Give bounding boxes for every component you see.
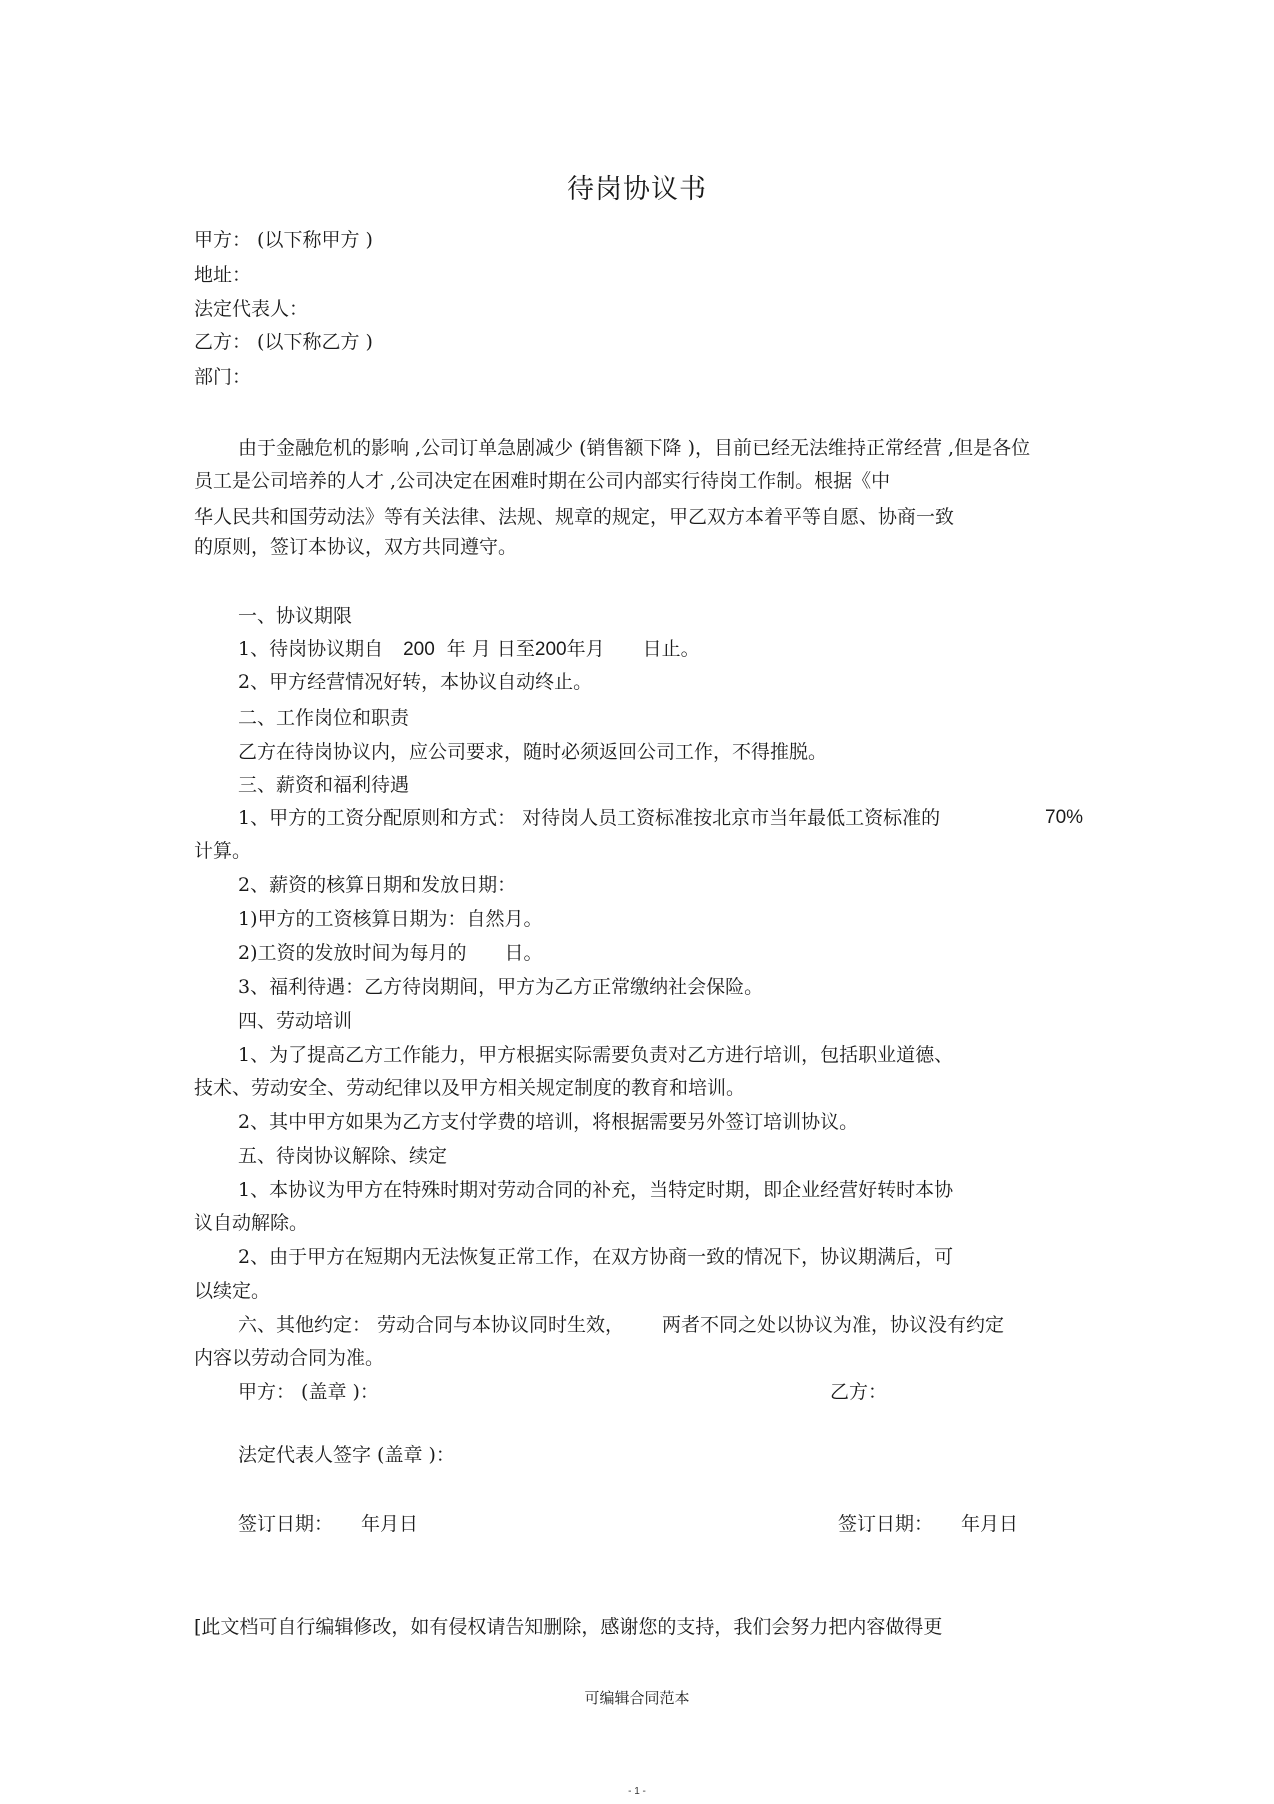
section-6-line-1 bbox=[238, 1313, 1004, 1337]
section-5-item-2-cont: 以续定。 bbox=[194, 1280, 271, 1302]
s1-item1-text-f: 日止。 bbox=[642, 638, 700, 660]
footer-label: 可编辑合同范本 bbox=[584, 1690, 690, 1707]
s1-item1-text-c: 年 月 日至 bbox=[446, 638, 535, 660]
section-5-item-1: 1、本协议为甲方在特殊时期对劳动合同的补充，当特定时期，即企业经营好转时本协 bbox=[238, 1179, 954, 1201]
s3-item2-2-text-b: 日。 bbox=[504, 942, 543, 964]
section-4-heading: 四、劳动培训 bbox=[238, 1010, 353, 1032]
s1-item1-year-b: 200 bbox=[534, 639, 567, 660]
intro-line-2: 员工是公司培养的人才 ,公司决定在困难时期在公司内部实行待岗工作制。根据《中 bbox=[194, 470, 891, 492]
party-b-line: 乙方： (以下称乙方 ) bbox=[194, 331, 373, 353]
sign-date-a bbox=[238, 1512, 418, 1536]
party-a-line: 甲方： (以下称甲方 ) bbox=[194, 229, 373, 251]
section-3-item-3: 3、福利待遇：乙方待岗期间，甲方为乙方正常缴纳社会保险。 bbox=[238, 976, 764, 998]
section-4-item-1-cont: 技术、劳动安全、劳动纪律以及甲方相关规定制度的教育和培训。 bbox=[194, 1077, 746, 1099]
intro-line-4: 的原则，签订本协议，双方共同遵守。 bbox=[194, 536, 518, 558]
s6-text-b: 两者不同之处以协议为准，协议没有约定 bbox=[662, 1314, 1005, 1336]
section-1-item-1 bbox=[238, 637, 700, 662]
section-5-item-2: 2、由于甲方在短期内无法恢复正常工作，在双方协商一致的情况下，协议期满后，可 bbox=[238, 1246, 954, 1268]
edit-note: [此文档可自行编辑修改，如有侵权请告知删除，感谢您的支持，我们会努力把内容做得更 bbox=[194, 1616, 943, 1638]
section-4-item-1: 1、为了提高乙方工作能力，甲方根据实际需要负责对乙方进行培训，包括职业道德、 bbox=[238, 1044, 954, 1066]
page-number: - 1 - bbox=[628, 1786, 646, 1797]
section-4-item-2: 2、其中甲方如果为乙方支付学费的培训，将根据需要另外签订培训协议。 bbox=[238, 1111, 859, 1133]
s1-item1-text-e: 年月 bbox=[566, 638, 605, 660]
sign-date-b bbox=[838, 1512, 1018, 1536]
section-6-line-2: 内容以劳动合同为准。 bbox=[194, 1347, 385, 1369]
section-3-heading: 三、薪资和福利待遇 bbox=[238, 774, 410, 796]
section-5-item-1-cont: 议自动解除。 bbox=[194, 1212, 309, 1234]
sign-date-label-a: 签订日期： bbox=[238, 1513, 334, 1535]
sign-date-label-b: 签订日期： bbox=[838, 1513, 934, 1535]
intro-line-3: 华人民共和国劳动法》等有关法律、法规、规章的规定，甲乙双方本着平等自愿、协商一致 bbox=[194, 506, 955, 528]
section-3-item-1: 1、甲方的工资分配原则和方式： 对待岗人员工资标准按北京市当年最低工资标准的 bbox=[238, 807, 941, 829]
party-b-sign-label: 乙方： bbox=[830, 1381, 888, 1403]
section-3-item-1-percent: 70% bbox=[1045, 807, 1084, 828]
section-5-heading: 五、待岗协议解除、续定 bbox=[238, 1145, 448, 1167]
s3-item2-2-text-a: 2)工资的发放时间为每月的 bbox=[238, 942, 467, 964]
s1-item1-text-a: 1、待岗协议期自 bbox=[238, 638, 384, 660]
s1-item1-year-a: 200 bbox=[403, 639, 435, 660]
section-1-item-2: 2、甲方经营情况好转，本协议自动终止。 bbox=[238, 671, 593, 693]
section-2-heading: 二、工作岗位和职责 bbox=[238, 707, 410, 729]
department-line: 部门： bbox=[194, 366, 252, 388]
legal-rep-sign-label: 法定代表人签字 (盖章 )： bbox=[238, 1444, 455, 1466]
legal-rep-line: 法定代表人： bbox=[194, 298, 309, 320]
section-3-item-1-cont: 计算。 bbox=[194, 840, 252, 862]
section-3-item-2-2 bbox=[238, 941, 543, 965]
section-1-heading: 一、协议期限 bbox=[238, 605, 353, 627]
section-3-item-2: 2、薪资的核算日期和发放日期： bbox=[238, 874, 517, 896]
section-3-item-2-1: 1)甲方的工资核算日期为：自然月。 bbox=[238, 908, 543, 930]
intro-line-1: 由于金融危机的影响 ,公司订单急剧减少 (销售额下降 )，目前已经无法维持正常经营 ,但是各位 bbox=[238, 437, 1031, 459]
party-a-seal-label: 甲方： (盖章 )： bbox=[238, 1381, 379, 1403]
document-title: 待岗协议书 bbox=[567, 174, 707, 205]
sign-date-value-b: 年月日 bbox=[961, 1513, 1019, 1535]
sign-date-value-a: 年月日 bbox=[361, 1513, 419, 1535]
address-line: 地址： bbox=[194, 264, 252, 286]
s6-text-a: 六、其他约定： 劳动合同与本协议同时生效， bbox=[238, 1314, 625, 1336]
section-2-body: 乙方在待岗协议内，应公司要求，随时必须返回公司工作，不得推脱。 bbox=[238, 741, 828, 763]
